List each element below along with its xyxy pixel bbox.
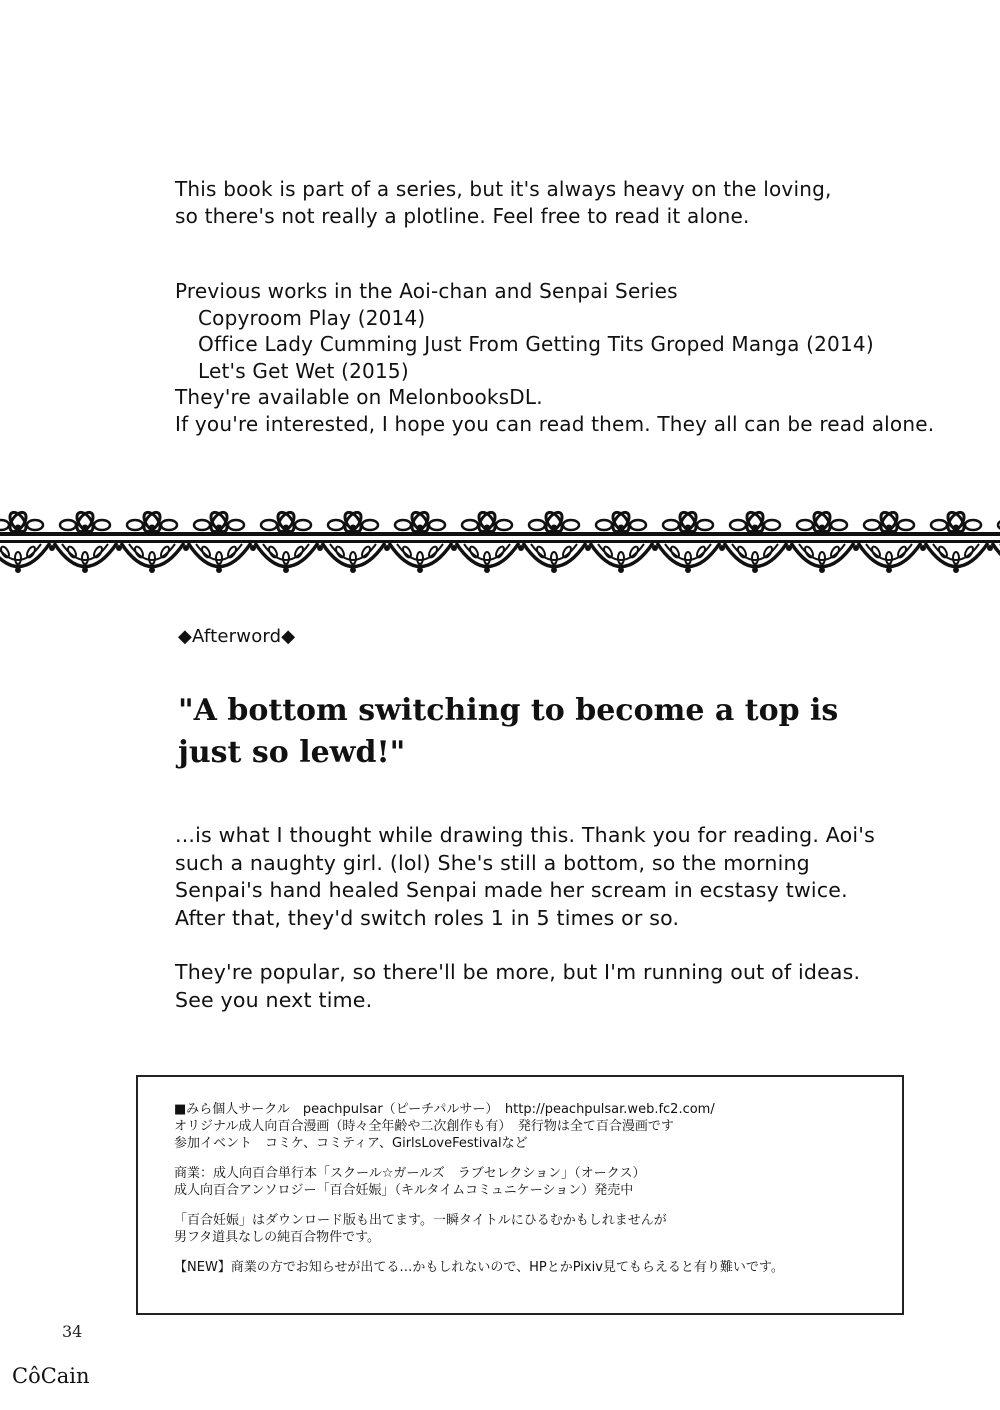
info-line: 商業：成人向百合単行本「スクール☆ガールズ ラブセレクション」（オークス） [174, 1166, 646, 1181]
previous-work-item: Copyroom Play (2014) [198, 305, 426, 330]
body-line: See you next time. [175, 987, 373, 1012]
info-line: 成人向百合アンソロジー「百合妊娠」（キルタイムコミュニケーション）発売中 [174, 1183, 634, 1198]
info-line: ■みら個人サークル peachpulsar（ピーチパルサー） http://peachpulsar.web.fc2.com/ [174, 1102, 715, 1117]
previous-works [175, 278, 934, 437]
previous-work-item: Office Lady Cumming Just From Getting Tits Groped Manga (2014) [198, 332, 874, 356]
afterword-body [175, 822, 875, 1014]
previous-works-heading: Previous works in the Aoi-chan and Senpai Series [175, 279, 678, 303]
download-info [174, 1212, 902, 1246]
headline-line: just so lewd!" [178, 735, 406, 770]
lace-border-divider [0, 510, 1000, 582]
body-line: They're popular, so there'll be more, but I'm running out of ideas. [175, 960, 861, 984]
page-number: 34 [62, 1322, 83, 1341]
circle-info [174, 1101, 902, 1152]
info-line: 「百合妊娠」はダウンロード版も出てます。一瞬タイトルにひるむかもしれませんが [174, 1213, 667, 1228]
circle-info-box [136, 1075, 904, 1315]
info-line: オリジナル成人向百合漫画（時々全年齢や二次創作も有） 発行物は全て百合漫画です [174, 1119, 674, 1134]
afterword-headline [178, 690, 838, 774]
commercial-info [174, 1165, 902, 1199]
scanlation-credit: CôCain [12, 1364, 90, 1388]
body-line: Senpai's hand healed Senpai made her scream in ecstasy twice. [175, 878, 848, 902]
afterword-label: ◆Afterword◆ [178, 626, 296, 647]
availability-text: They're available on MelonbooksDL. [175, 385, 543, 409]
body-line: ...is what I thought while drawing this. Thank you for reading. Aoi's [175, 823, 875, 847]
intro-line: This book is part of a series, but it's always heavy on the loving, [175, 177, 832, 201]
intro-text [175, 176, 832, 229]
note-text: If you're interested, I hope you can read them. They all can be read alone. [175, 411, 935, 436]
news-info [174, 1259, 902, 1276]
intro-line: so there's not really a plotline. Feel free to read it alone. [175, 203, 750, 228]
info-line: 男フタ道具なしの純百合物件です。 [174, 1230, 381, 1245]
body-line: such a naughty girl. (lol) She's still a bottom, so the morning [175, 850, 810, 875]
info-line: 参加イベント コミケ、コミティア、GirlsLoveFestivalなど [174, 1136, 528, 1151]
info-line: 【NEW】商業の方でお知らせが出てる…かもしれないので、HPとかPixiv見てもらえると有り難いです。 [174, 1260, 784, 1275]
headline-line: "A bottom switching to become a top is [178, 693, 839, 728]
body-line: After that, they'd switch roles 1 in 5 times or so. [175, 905, 680, 930]
previous-work-item: Let's Get Wet (2015) [198, 358, 409, 383]
